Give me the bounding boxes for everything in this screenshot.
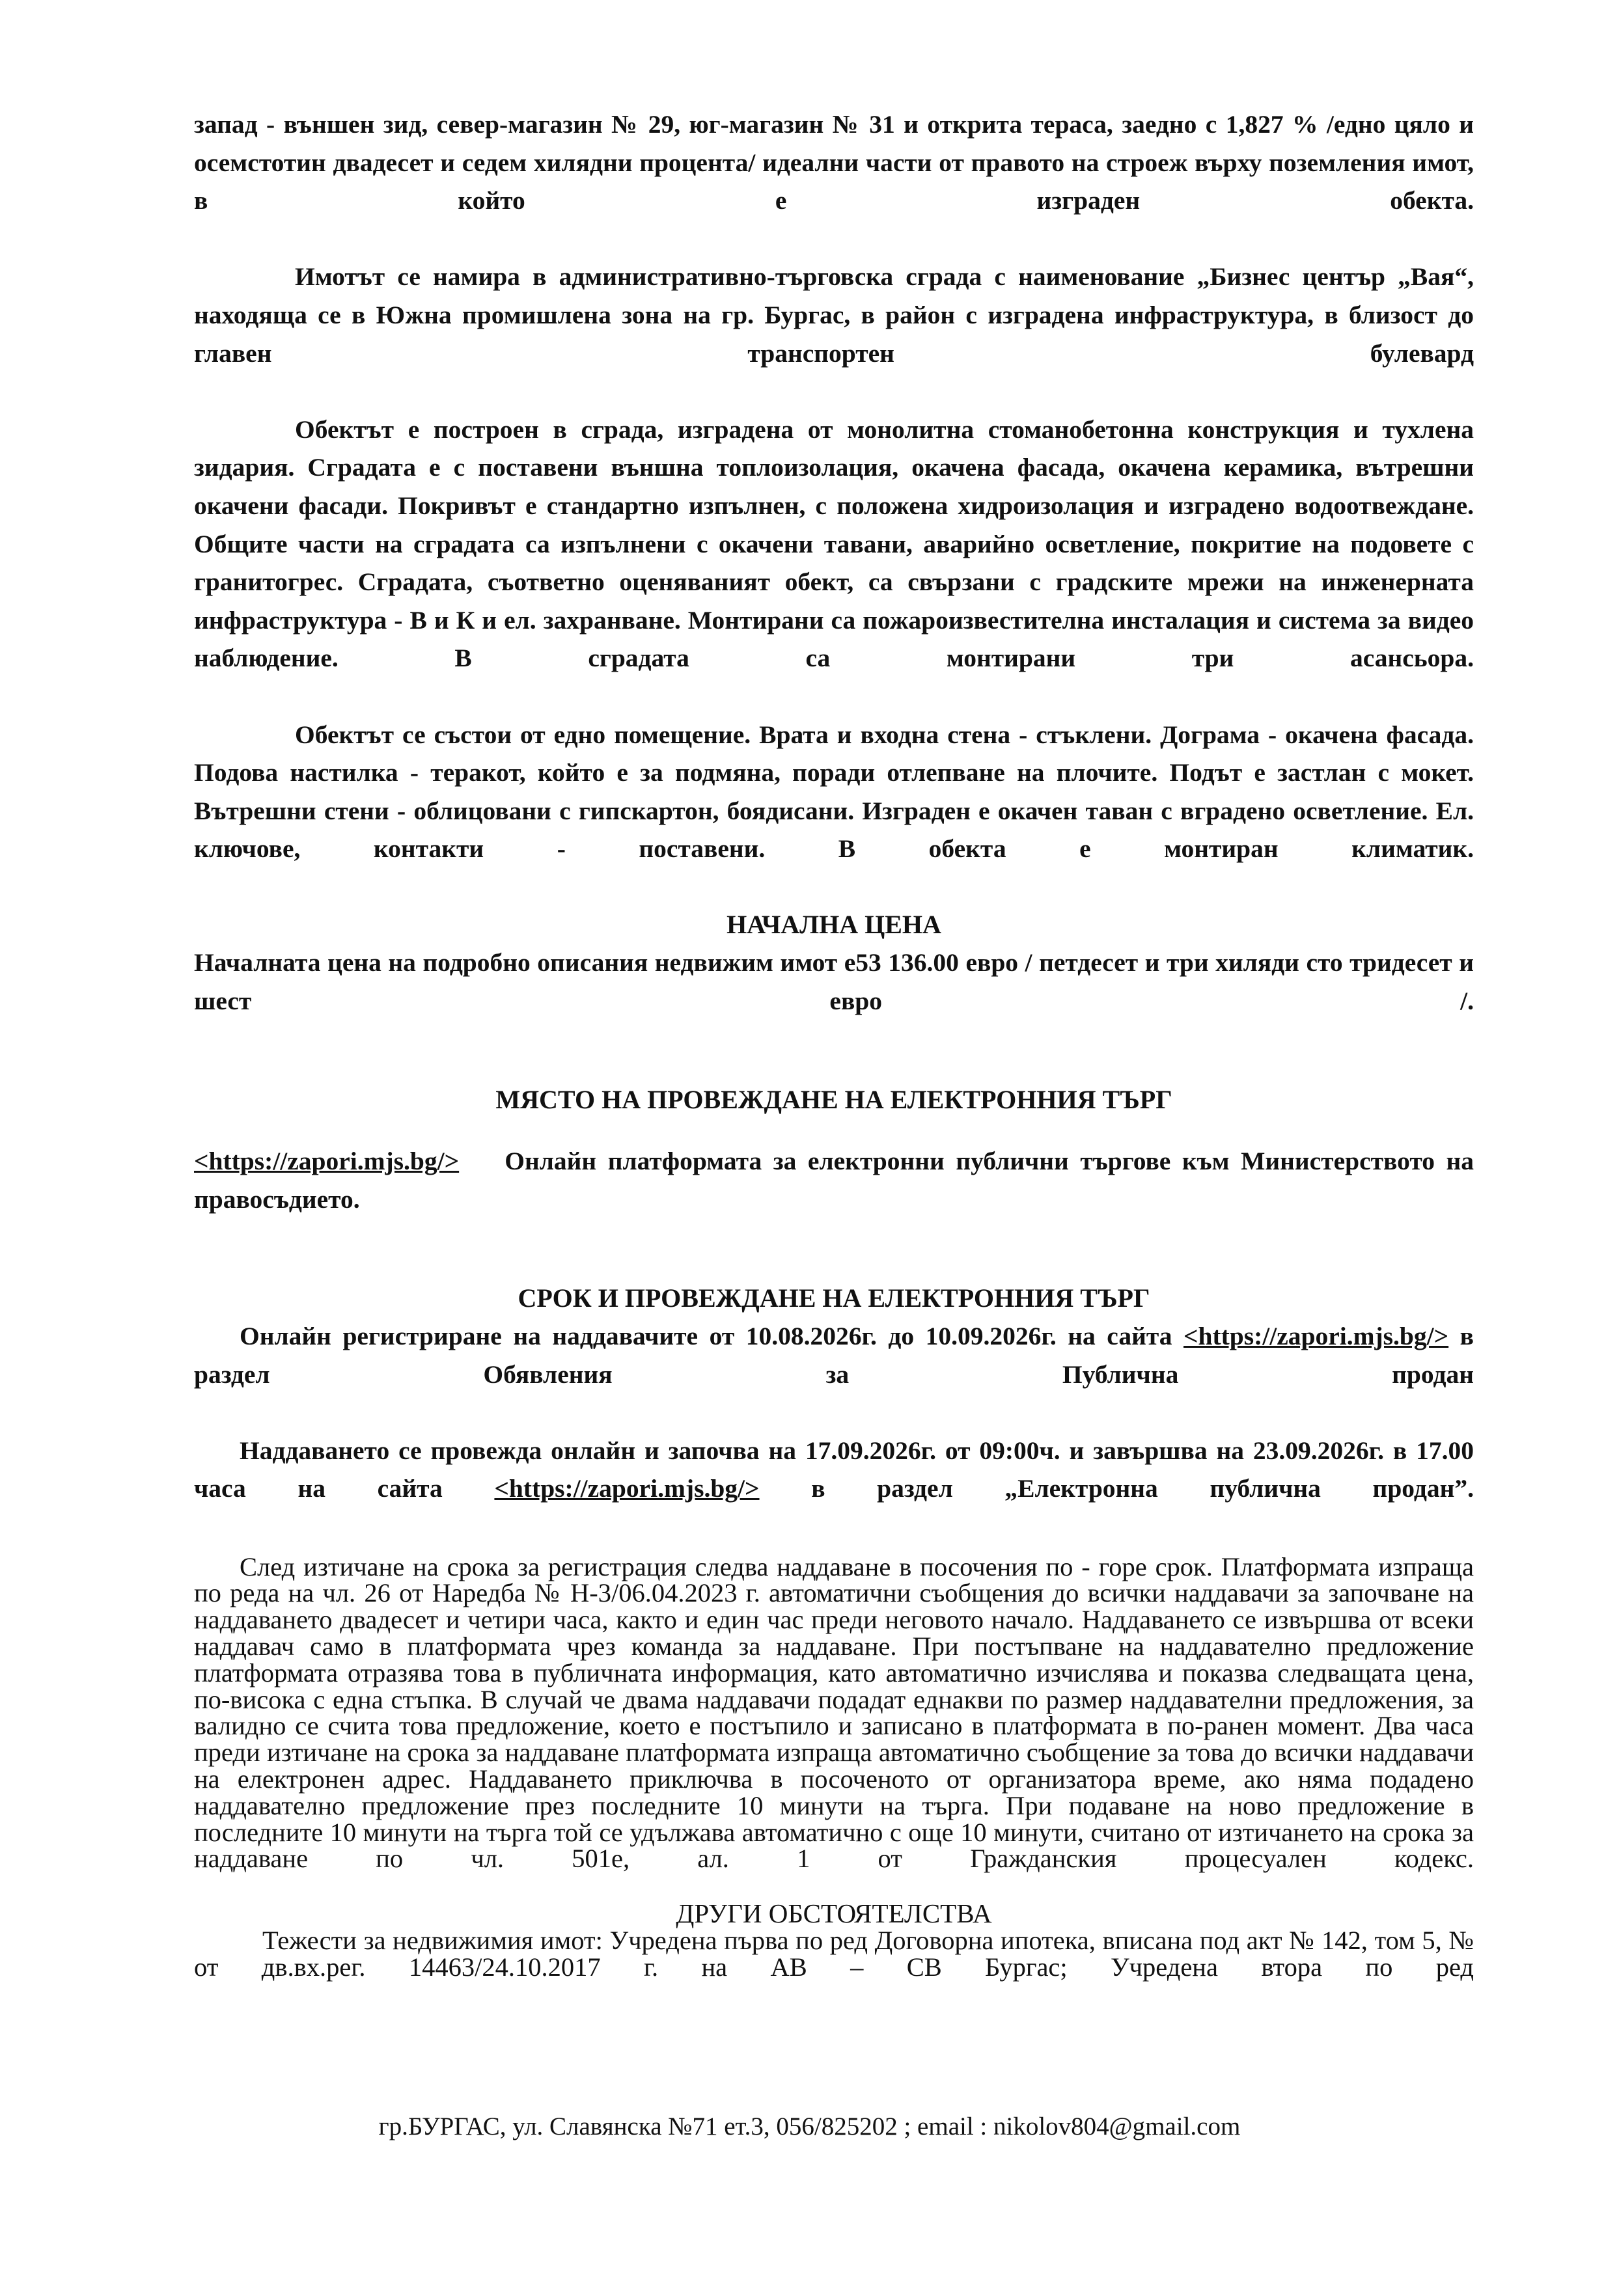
- procedure-paragraph: След изтичане на срока за регистрация следва наддаване в посочения по - горе срок. Платформата изпраща по реда на чл. 26 от Наредба № Н-3/06.04.2023 г. автоматични съобщения до всички наддавачи за започване на наддаването двадесет и четири часа, както и един час преди неговото начало. Наддаването се извършва от всеки наддавач само в платформата чрез команда за наддаване. При постъпване на наддавателно предложение платформата отразява това в публичната информация, като автоматично изчислява и показва следващата цена, по-висока с една стъпка. В случай че двама наддавачи подадат еднакви по размер наддавателни предложения, за валидно се счита това предложение, което е постъпило и записано в платформата в по-ранен момент. Два часа преди изтичане на срока за наддаване платформата изпраща автоматично съобщение за това до всички наддавачи на електронен адрес. Наддаването приключва в посоченото от организатора време, ако няма подадено наддавателно предложение през последните 10 минути на търга. При подаване на ново предложение в последните 10 минути на търга той се удължава автоматично с още 10 минути, считано от изтичането на срока за наддаване по чл. 501е, ал. 1 от Гражданския процесуален кодекс.: [194, 1551, 1474, 1874]
- other-heading: ДРУГИ ОБСТОЯТЕЛСТВА: [676, 1898, 992, 1928]
- building-paragraph: Обектът е построен в сграда, изградена от монолитна стоманобетонна конструкция и тухлена зидария. Сградата е с поставени външна топлоизолация, окачена фасада, окачена керамика, вътрешни окачени фасади. Покривът е стандартно изпълнен, с положена хидроизолация и изградено водоотвеждане. Общите части на сградата са изпълнени с окачени тавани, аварийно осветление, покритие на подовете с гранитогрес. Сградата, съответно оценяваният обект, са свързани с градските мрежи на инженерната инфраструктура - В и К и ел. захранване. Монтирани са пожароизвестителна инсталация и система за видео наблюдение. В сградата са монтирани три асансьора.: [194, 415, 1474, 673]
- platform-link[interactable]: <https://zapori.mjs.bg/>: [194, 1147, 460, 1176]
- price-paragraph: Началната цена на подробно описания недвижим имот е53 136.00 евро / петдесет и три хиляди сто тридесет и шест евро /.: [194, 948, 1474, 1016]
- registration-link[interactable]: <https://zapori.mjs.bg/>: [1183, 1322, 1449, 1351]
- bidding-paragraph: [194, 1432, 1474, 1546]
- bidding-text: Наддаването се провежда онлайн и започва на 17.09.2026г. от 09:00ч. и завършва на 23.09.2026г. в 17.00 часа на сайта: [194, 1436, 1474, 1503]
- spacer: [194, 1257, 1474, 1279]
- bidding-link[interactable]: <https://zapori.mjs.bg/>: [494, 1474, 760, 1503]
- registration-text: Онлайн регистриране на наддавачите от 10.08.2026г. до 10.09.2026г. на сайта: [240, 1322, 1172, 1351]
- spacer: [194, 1119, 1474, 1142]
- price-heading: НАЧАЛНА ЦЕНА: [726, 910, 941, 940]
- place-heading: МЯСТО НА ПРОВЕЖДАНЕ НА ЕЛЕКТРОННИЯ ТЪРГ: [495, 1085, 1172, 1115]
- registration-paragraph: [194, 1317, 1474, 1432]
- page-footer: гр.БУРГАС, ул. Славянска №71 ет.3, 056/825202 ; email : nikolov804@gmail.com: [378, 2112, 1241, 2140]
- document-body: [194, 105, 1474, 2007]
- term-heading: СРОК И ПРОВЕЖДАНЕ НА ЕЛЕКТРОННИЯ ТЪРГ: [518, 1283, 1150, 1313]
- location-paragraph: Имотът се намира в административно-търговска сграда с наименование „Бизнес център „Вая“, находяща се в Южна промишлена зона на гр. Бургас, в район с изградена инфраструктура, в близост до главен транспортен булевард: [194, 262, 1474, 368]
- object-paragraph: Обектът се състои от едно помещение. Врата и входна стена - стъклени. Дограма - окачена фасада. Подова настилка - теракот, който е за подмяна, поради отлепване на плочите. Подът е застлан с мокет. Вътрешни стени - облицовани с гипскартон, боядисани. Изграден е окачен таван с вградено осветление. Ел. ключове, контакти - поставени. В обекта е монтиран климатик.: [194, 720, 1474, 864]
- spacer: [194, 1058, 1474, 1081]
- other-paragraph: Тежести за недвижимия имот: Учредена първа по ред Договорна ипотека, вписана под акт № 142, том 5, № от дв.вх.рег. 14463/24.10.2017 г. на АВ – СВ Бургас; Учредена втора по ред: [194, 1925, 1474, 1982]
- place-text: Онлайн платформата за електронни публични търгове към Министерството на правосъдието.: [194, 1147, 1474, 1214]
- intro-paragraph: запад - външен зид, север-магазин № 29, юг-магазин № 31 и открита тераса, заедно с 1,827 % /едно цяло и осемстотин двадесет и седем хилядни процента/ идеални части от правото на строеж върху поземления имот, в който е изграден обекта.: [194, 110, 1474, 215]
- place-paragraph: [194, 1142, 1474, 1257]
- registration-tail: в раздел Обявления за Публична продан: [194, 1322, 1474, 1389]
- bidding-tail: в раздел „Електронна публична продан”.: [811, 1474, 1474, 1503]
